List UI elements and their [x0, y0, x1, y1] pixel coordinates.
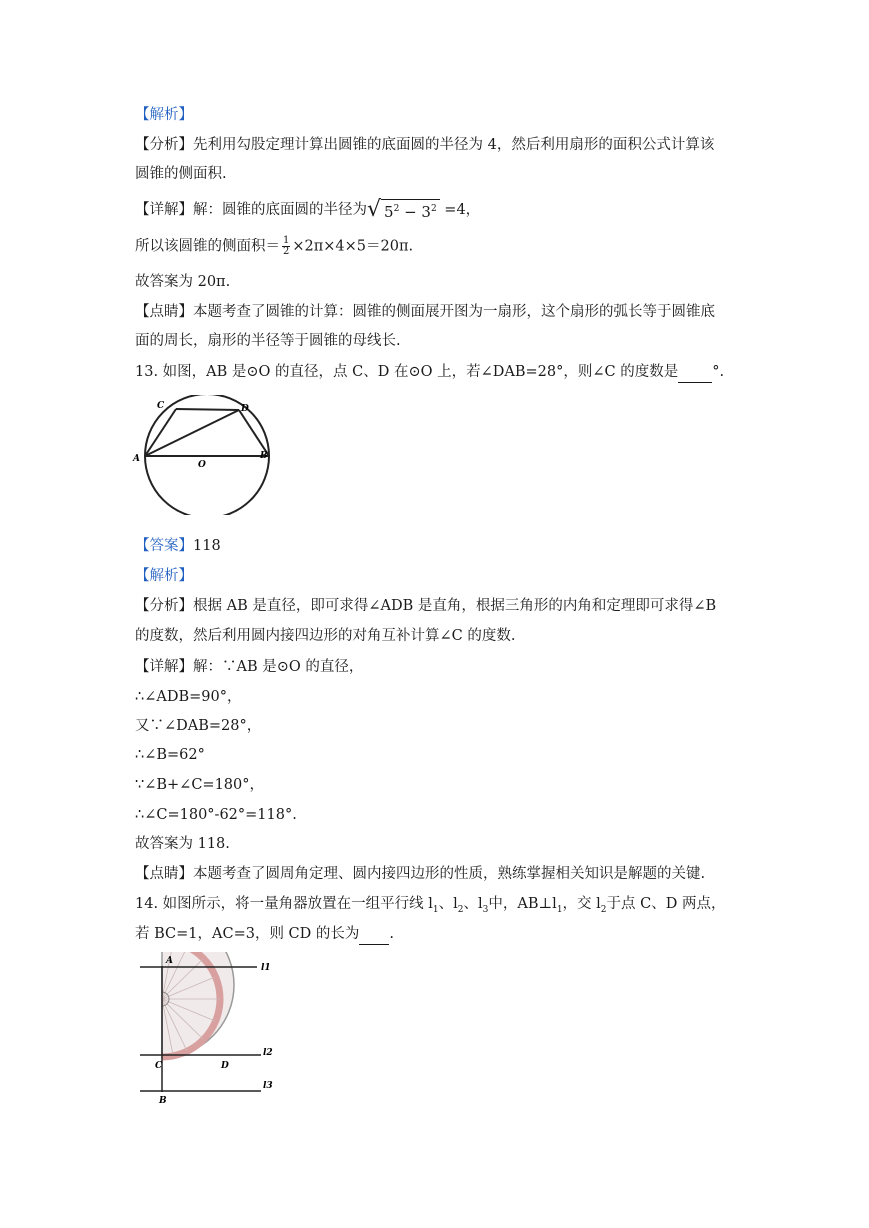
label-d: D	[241, 404, 249, 414]
comment-line: 【点睛】本题考查了圆锥的计算：圆锥的侧面展开图为一扇形，这个扇形的弧长等于圆锥底	[135, 304, 715, 320]
analysis-text: 先利用勾股定理计算出圆锥的底面圆的半径为 4，然后利用扇形的面积公式计算该	[193, 137, 715, 153]
analysis-line-continued: 的度数，然后利用圆内接四边形的对角互补计算∠C 的度数.	[135, 628, 516, 644]
question-14-stem: 14. 如图所示，将一量角器放置在一组平行线 $l_1$、$l_2$、$l_3$中，$AB\perp l_1$，交 $l_2$于点 C、D 两点，	[135, 896, 726, 915]
answer-value: 118	[193, 538, 221, 554]
label-d: D	[221, 1061, 229, 1071]
chord-cd	[176, 409, 239, 410]
answer-blank	[678, 362, 712, 383]
proof-step: ∴∠B=62°	[135, 747, 205, 763]
question-13-stem: 13. 如图，AB 是⊙O 的直径，点 C、D 在⊙O 上，若∠DAB=28°，则∠C 的度数是 °.	[135, 362, 724, 383]
proof-step: 又∵∠DAB=28°，	[135, 718, 262, 734]
label-b: B	[260, 451, 268, 461]
answer-blank	[359, 924, 389, 945]
proof-step: ∴∠ADB=90°，	[135, 689, 242, 705]
comment-line-continued: 面的周长，扇形的半径等于圆锥的母线长.	[135, 333, 401, 349]
analysis-line: 【分析】根据 AB 是直径，即可求得∠ADB 是直角，根据三角形的内角和定理即可求得∠B	[135, 598, 717, 614]
detail-result: =4，	[439, 202, 481, 218]
proof-step: ∵∠B+∠C=180°，	[135, 777, 264, 793]
comment-line: 【点睛】本题考查了圆周角定理、圆内接四边形的性质，熟练掌握相关知识是解题的关键.	[135, 866, 706, 882]
answer-line	[135, 536, 221, 556]
detail-tag: 【详解】	[135, 659, 193, 675]
answer-tag: 【答案】	[135, 538, 193, 554]
proof-step: ∴∠C=180°-62°=118°.	[135, 807, 297, 823]
detail-text: 解：圆锥的底面圆的半径为	[193, 202, 367, 218]
question-14-stem-continued: 若 BC=1，AC=3，则 CD 的长为 .	[135, 924, 394, 945]
label-a: A	[133, 454, 140, 464]
label-a: A	[166, 956, 173, 966]
analysis-tag: 【分析】	[135, 598, 193, 614]
sqrt-expression	[367, 199, 440, 221]
label-l3: l3	[263, 1081, 273, 1091]
radical-sign-icon: √	[367, 197, 382, 222]
label-l2: l2	[263, 1048, 273, 1058]
lateral-area-line: 所以该圆锥的侧面积＝ $\frac{1}{2}$ ×2π×4×5＝20π.	[135, 235, 414, 257]
circle-figure	[130, 395, 280, 515]
label-b: B	[159, 1096, 167, 1104]
label-o: O	[198, 460, 206, 470]
detail-tag: 【详解】	[135, 202, 193, 218]
radicand: $5^2 - 3^2$	[381, 199, 440, 221]
analysis-paragraph-line	[135, 135, 714, 155]
label-c: C	[155, 1061, 163, 1071]
detail-line: 【详解】解：∵AB 是⊙O 的直径，	[135, 659, 364, 675]
comment-tag: 【点睛】	[135, 866, 193, 882]
answer-line: 故答案为 20π.	[135, 274, 231, 290]
label-l1: l1	[261, 963, 271, 973]
fraction-half: $\frac{1}{2}$	[283, 235, 290, 257]
analysis-heading: 【解析】	[135, 568, 193, 584]
comment-tag: 【点睛】	[135, 304, 193, 320]
analysis-text-continued: 圆锥的侧面积.	[135, 166, 227, 182]
protractor-figure	[135, 952, 280, 1104]
label-c: C	[157, 401, 165, 411]
analysis-tag: 【分析】	[135, 137, 193, 153]
analysis-heading: 【解析】	[135, 107, 193, 123]
detail-line	[135, 199, 480, 221]
answer-line: 故答案为 118.	[135, 836, 230, 852]
